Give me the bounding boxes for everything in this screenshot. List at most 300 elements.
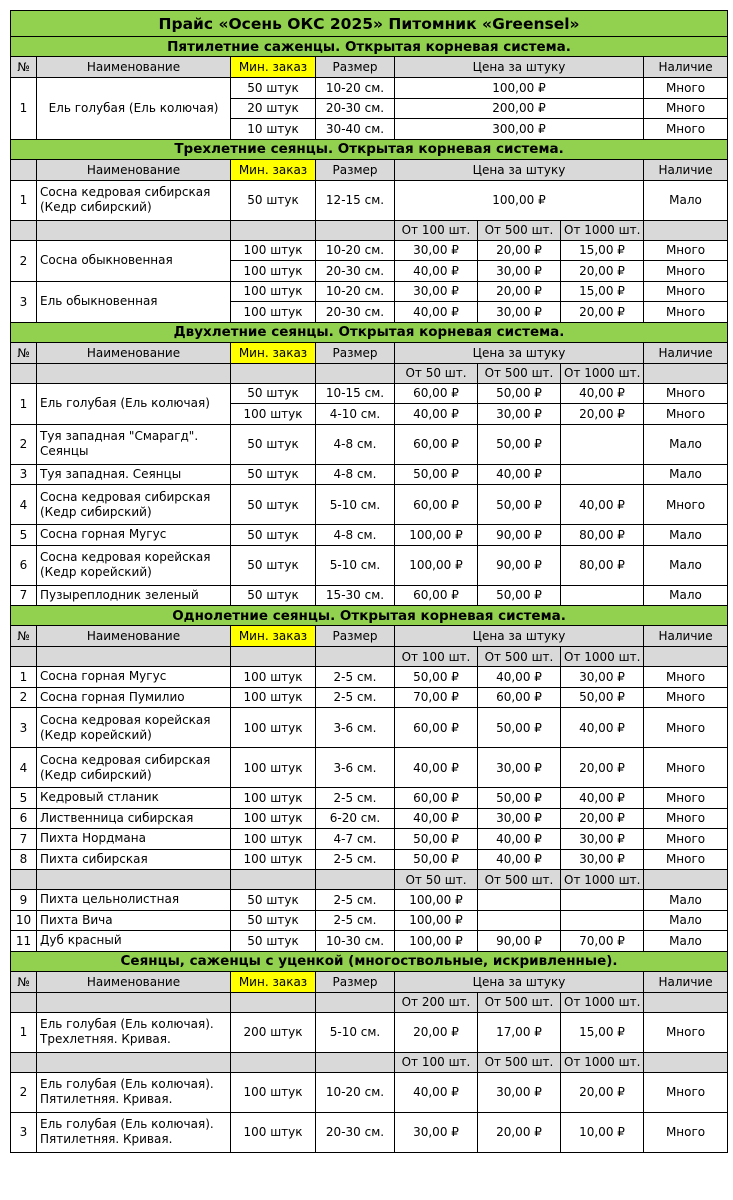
item-name: Пихта Вича: [37, 910, 231, 931]
col-header-num: №: [11, 626, 37, 647]
price: 80,00 ₽: [561, 525, 644, 546]
section-title: Двухлетние сеянцы. Открытая корневая система.: [11, 322, 728, 342]
price-tier: От 500 шт.: [478, 992, 561, 1012]
stock: Много: [644, 687, 728, 708]
item-num: 7: [11, 829, 37, 850]
item-num: 2: [11, 1072, 37, 1112]
col-header-size: Размер: [316, 626, 395, 647]
price: 50,00 ₽: [478, 383, 561, 404]
price: 300,00 ₽: [395, 119, 644, 140]
item-num: 8: [11, 849, 37, 870]
col-header-name: Наименование: [37, 159, 231, 180]
price: 50,00 ₽: [561, 687, 644, 708]
price-tier: От 500 шт.: [478, 647, 561, 667]
price: 100,00 ₽: [395, 931, 478, 952]
price-tier: От 1000 шт.: [561, 363, 644, 383]
size: 2-5 см.: [316, 667, 395, 688]
price: 50,00 ₽: [478, 585, 561, 606]
table-row: [11, 424, 728, 464]
col-header-name: Наименование: [37, 57, 231, 78]
table-row: [11, 180, 728, 220]
price: 60,00 ₽: [395, 485, 478, 525]
price: 30,00 ₽: [395, 1112, 478, 1152]
size: 2-5 см.: [316, 687, 395, 708]
col-header-name: Наименование: [37, 626, 231, 647]
item-name: Сосна кедровая корейская (Кедр корейский): [37, 545, 231, 585]
item-name: Туя западная "Смарагд". Сеянцы: [37, 424, 231, 464]
price: 40,00 ₽: [395, 748, 478, 788]
col-header-size: Размер: [316, 971, 395, 992]
table-row: [11, 485, 728, 525]
item-num: 3: [11, 464, 37, 485]
table-row: [11, 585, 728, 606]
price: 10,00 ₽: [561, 1112, 644, 1152]
stock: Много: [644, 119, 728, 140]
size: 30-40 см.: [316, 119, 395, 140]
item-num: 1: [11, 383, 37, 424]
price-tier: От 50 шт.: [395, 363, 478, 383]
item-name: Сосна кедровая корейская (Кедр корейский): [37, 708, 231, 748]
table-row: [11, 890, 728, 911]
price-tier-row: [11, 1052, 728, 1072]
stock: Много: [644, 667, 728, 688]
item-num: 6: [11, 808, 37, 829]
item-name: Ель голубая (Ель колючая): [37, 78, 231, 140]
price: 30,00 ₽: [395, 281, 478, 302]
item-name: Лиственница сибирская: [37, 808, 231, 829]
price: [561, 585, 644, 606]
min-order: 100 штук: [231, 687, 316, 708]
min-order: 100 штук: [231, 667, 316, 688]
size: 20-30 см.: [316, 98, 395, 119]
min-order: 100 штук: [231, 849, 316, 870]
size: 10-30 см.: [316, 931, 395, 952]
min-order: 100 штук: [231, 404, 316, 425]
stock: Мало: [644, 180, 728, 220]
price-table: [10, 10, 728, 1153]
min-order: 100 штук: [231, 1072, 316, 1112]
stock: Много: [644, 829, 728, 850]
item-name: Сосна кедровая сибирская (Кедр сибирский): [37, 180, 231, 220]
min-order: 50 штук: [231, 78, 316, 99]
size: 2-5 см.: [316, 910, 395, 931]
min-order: 50 штук: [231, 525, 316, 546]
min-order: 100 штук: [231, 808, 316, 829]
item-name: Сосна горная Мугус: [37, 525, 231, 546]
price: 40,00 ₽: [395, 404, 478, 425]
price: 40,00 ₽: [395, 302, 478, 323]
table-row: [11, 383, 728, 404]
table-row: [11, 910, 728, 931]
size: 10-20 см.: [316, 78, 395, 99]
item-num: 2: [11, 240, 37, 281]
price: 20,00 ₽: [561, 261, 644, 282]
price: 15,00 ₽: [561, 281, 644, 302]
min-order: 100 штук: [231, 748, 316, 788]
price: 20,00 ₽: [561, 302, 644, 323]
stock: Много: [644, 485, 728, 525]
price: 30,00 ₽: [561, 829, 644, 850]
table-row: [11, 1112, 728, 1152]
col-header-name: Наименование: [37, 342, 231, 363]
item-name: Сосна обыкновенная: [37, 240, 231, 281]
col-header-min-order: Мин. заказ: [231, 626, 316, 647]
min-order: 50 штук: [231, 485, 316, 525]
price: [478, 910, 561, 931]
item-name: Ель обыкновенная: [37, 281, 231, 322]
price: 50,00 ₽: [395, 849, 478, 870]
price: 50,00 ₽: [478, 708, 561, 748]
col-header-min-order: Мин. заказ: [231, 342, 316, 363]
item-name: Сосна горная Мугус: [37, 667, 231, 688]
price-tier: От 500 шт.: [478, 870, 561, 890]
col-header-name: Наименование: [37, 971, 231, 992]
min-order: 100 штук: [231, 261, 316, 282]
min-order: 50 штук: [231, 890, 316, 911]
size: 10-15 см.: [316, 383, 395, 404]
price-tier-row: [11, 220, 728, 240]
size: 20-30 см.: [316, 1112, 395, 1152]
size: 4-7 см.: [316, 829, 395, 850]
price: 40,00 ₽: [561, 485, 644, 525]
size: 2-5 см.: [316, 788, 395, 809]
section-title: Трехлетние сеянцы. Открытая корневая система.: [11, 139, 728, 159]
size: 5-10 см.: [316, 545, 395, 585]
size: 6-20 см.: [316, 808, 395, 829]
price: 100,00 ₽: [395, 78, 644, 99]
table-row: [11, 525, 728, 546]
min-order: 50 штук: [231, 585, 316, 606]
item-num: 4: [11, 485, 37, 525]
table-row: [11, 281, 728, 302]
price-tier: От 100 шт.: [395, 1052, 478, 1072]
size: 20-30 см.: [316, 261, 395, 282]
price: 60,00 ₽: [395, 424, 478, 464]
price: 40,00 ₽: [395, 808, 478, 829]
price: 15,00 ₽: [561, 240, 644, 261]
item-num: 4: [11, 748, 37, 788]
stock: Много: [644, 281, 728, 302]
col-header-price: Цена за штуку: [395, 57, 644, 78]
price-tier: От 50 шт.: [395, 870, 478, 890]
price-tier: От 500 шт.: [478, 220, 561, 240]
table-row: [11, 78, 728, 99]
min-order: 50 штук: [231, 931, 316, 952]
price: [561, 464, 644, 485]
price: 20,00 ₽: [561, 748, 644, 788]
page-title: Прайс «Осень ОКС 2025» Питомник «Greensel»: [11, 11, 728, 37]
price: 17,00 ₽: [478, 1012, 561, 1052]
stock: Много: [644, 708, 728, 748]
item-num: 1: [11, 78, 37, 140]
price: 20,00 ₽: [561, 808, 644, 829]
price-tier: От 100 шт.: [395, 647, 478, 667]
price: 40,00 ₽: [395, 1072, 478, 1112]
min-order: 100 штук: [231, 788, 316, 809]
price-tier-row: [11, 363, 728, 383]
size: 12-15 см.: [316, 180, 395, 220]
col-header-num: №: [11, 971, 37, 992]
price: 60,00 ₽: [478, 687, 561, 708]
stock: Мало: [644, 545, 728, 585]
item-num: 9: [11, 890, 37, 911]
col-header-min-order: Мин. заказ: [231, 159, 316, 180]
item-name: Сосна горная Пумилио: [37, 687, 231, 708]
min-order: 10 штук: [231, 119, 316, 140]
price: 100,00 ₽: [395, 180, 644, 220]
item-name: Ель голубая (Ель колючая): [37, 383, 231, 424]
item-num: 1: [11, 1012, 37, 1052]
price: 40,00 ₽: [395, 261, 478, 282]
price: 40,00 ₽: [561, 788, 644, 809]
price: 200,00 ₽: [395, 98, 644, 119]
min-order: 50 штук: [231, 545, 316, 585]
price: 100,00 ₽: [395, 525, 478, 546]
size: 4-8 см.: [316, 424, 395, 464]
size: 20-30 см.: [316, 302, 395, 323]
price: [561, 890, 644, 911]
item-num: 1: [11, 667, 37, 688]
price: 90,00 ₽: [478, 525, 561, 546]
min-order: 100 штук: [231, 302, 316, 323]
table-row: [11, 808, 728, 829]
stock: Мало: [644, 525, 728, 546]
stock: Много: [644, 383, 728, 404]
price: 30,00 ₽: [478, 748, 561, 788]
item-name: Ель голубая (Ель колючая). Пятилетняя. Кривая.: [37, 1112, 231, 1152]
price-tier: От 1000 шт.: [561, 992, 644, 1012]
item-num: 2: [11, 687, 37, 708]
table-row: [11, 1072, 728, 1112]
item-name: Пихта цельнолистная: [37, 890, 231, 911]
item-num: 3: [11, 281, 37, 322]
price-tier-row: [11, 870, 728, 890]
price: 30,00 ₽: [561, 667, 644, 688]
col-header-price: Цена за штуку: [395, 159, 644, 180]
size: 2-5 см.: [316, 849, 395, 870]
price: 30,00 ₽: [478, 1072, 561, 1112]
item-name: Ель голубая (Ель колючая). Трехлетняя. Кривая.: [37, 1012, 231, 1052]
item-name: Сосна кедровая сибирская (Кедр сибирский): [37, 748, 231, 788]
item-num: 1: [11, 180, 37, 220]
col-header-num: №: [11, 342, 37, 363]
price: 90,00 ₽: [478, 545, 561, 585]
price: [478, 890, 561, 911]
stock: Много: [644, 302, 728, 323]
min-order: 100 штук: [231, 281, 316, 302]
price: 30,00 ₽: [478, 302, 561, 323]
item-name: Кедровый стланик: [37, 788, 231, 809]
price: [561, 910, 644, 931]
size: 2-5 см.: [316, 890, 395, 911]
min-order: 50 штук: [231, 910, 316, 931]
price-tier: От 500 шт.: [478, 1052, 561, 1072]
stock: Мало: [644, 931, 728, 952]
stock: Мало: [644, 585, 728, 606]
stock: Много: [644, 240, 728, 261]
price: 40,00 ₽: [478, 667, 561, 688]
price: 30,00 ₽: [561, 849, 644, 870]
price-tier: От 1000 шт.: [561, 1052, 644, 1072]
price: 40,00 ₽: [478, 464, 561, 485]
price: 50,00 ₽: [478, 788, 561, 809]
min-order: 100 штук: [231, 829, 316, 850]
price: 50,00 ₽: [395, 829, 478, 850]
price: 100,00 ₽: [395, 545, 478, 585]
size: 15-30 см.: [316, 585, 395, 606]
col-header-min-order: Мин. заказ: [231, 971, 316, 992]
price-tier-row: [11, 992, 728, 1012]
table-row: [11, 687, 728, 708]
item-name: Дуб красный: [37, 931, 231, 952]
price: 40,00 ₽: [561, 708, 644, 748]
col-header-num: [11, 159, 37, 180]
size: 3-6 см.: [316, 748, 395, 788]
stock: Много: [644, 849, 728, 870]
price: 20,00 ₽: [395, 1012, 478, 1052]
col-header-stock: Наличие: [644, 159, 728, 180]
price: 70,00 ₽: [395, 687, 478, 708]
min-order: 100 штук: [231, 1112, 316, 1152]
min-order: 50 штук: [231, 383, 316, 404]
min-order: 50 штук: [231, 180, 316, 220]
price: 40,00 ₽: [478, 829, 561, 850]
item-name: Ель голубая (Ель колючая). Пятилетняя. Кривая.: [37, 1072, 231, 1112]
section-title: Пятилетние саженцы. Открытая корневая система.: [11, 37, 728, 57]
min-order: 20 штук: [231, 98, 316, 119]
stock: Много: [644, 748, 728, 788]
item-num: 6: [11, 545, 37, 585]
item-name: Пихта сибирская: [37, 849, 231, 870]
stock: Много: [644, 1112, 728, 1152]
table-row: [11, 748, 728, 788]
table-row: [11, 931, 728, 952]
item-name: Туя западная. Сеянцы: [37, 464, 231, 485]
item-name: Пихта Нордмана: [37, 829, 231, 850]
price: 100,00 ₽: [395, 910, 478, 931]
price: 60,00 ₽: [395, 383, 478, 404]
price: 40,00 ₽: [478, 849, 561, 870]
price: 70,00 ₽: [561, 931, 644, 952]
price: 20,00 ₽: [478, 240, 561, 261]
col-header-price: Цена за штуку: [395, 626, 644, 647]
size: 5-10 см.: [316, 485, 395, 525]
col-header-price: Цена за штуку: [395, 971, 644, 992]
price-tier: От 1000 шт.: [561, 647, 644, 667]
price: [561, 424, 644, 464]
price: 50,00 ₽: [478, 485, 561, 525]
item-num: 10: [11, 910, 37, 931]
col-header-price: Цена за штуку: [395, 342, 644, 363]
price: 20,00 ₽: [561, 1072, 644, 1112]
price: 60,00 ₽: [395, 788, 478, 809]
size: 4-8 см.: [316, 464, 395, 485]
price-tier: От 1000 шт.: [561, 220, 644, 240]
table-row: [11, 667, 728, 688]
stock: Мало: [644, 424, 728, 464]
size: 3-6 см.: [316, 708, 395, 748]
item-num: 3: [11, 1112, 37, 1152]
stock: Много: [644, 78, 728, 99]
col-header-stock: Наличие: [644, 971, 728, 992]
table-row: [11, 849, 728, 870]
item-num: 5: [11, 525, 37, 546]
stock: Много: [644, 788, 728, 809]
price: 20,00 ₽: [478, 1112, 561, 1152]
col-header-size: Размер: [316, 342, 395, 363]
stock: Много: [644, 808, 728, 829]
stock: Мало: [644, 464, 728, 485]
price-list-sheet: [10, 10, 727, 1153]
table-row: [11, 829, 728, 850]
size: 5-10 см.: [316, 1012, 395, 1052]
item-name: Пузыреплодник зеленый: [37, 585, 231, 606]
col-header-stock: Наличие: [644, 342, 728, 363]
col-header-size: Размер: [316, 159, 395, 180]
col-header-stock: Наличие: [644, 626, 728, 647]
section-title: Однолетние сеянцы. Открытая корневая система.: [11, 606, 728, 626]
size: 10-20 см.: [316, 1072, 395, 1112]
price-tier: От 500 шт.: [478, 363, 561, 383]
price: 20,00 ₽: [561, 404, 644, 425]
price-tier: От 100 шт.: [395, 220, 478, 240]
table-row: [11, 708, 728, 748]
col-header-min-order: Мин. заказ: [231, 57, 316, 78]
min-order: 50 штук: [231, 464, 316, 485]
stock: Мало: [644, 890, 728, 911]
col-header-num: №: [11, 57, 37, 78]
stock: Много: [644, 404, 728, 425]
size: 4-8 см.: [316, 525, 395, 546]
price: 50,00 ₽: [478, 424, 561, 464]
min-order: 50 штук: [231, 424, 316, 464]
size: 4-10 см.: [316, 404, 395, 425]
stock: Много: [644, 1012, 728, 1052]
item-num: 5: [11, 788, 37, 809]
size: 10-20 см.: [316, 240, 395, 261]
table-row: [11, 1012, 728, 1052]
size: 10-20 см.: [316, 281, 395, 302]
price: 30,00 ₽: [478, 404, 561, 425]
stock: Мало: [644, 910, 728, 931]
price: 40,00 ₽: [561, 383, 644, 404]
stock: Много: [644, 1072, 728, 1112]
section-title: Сеянцы, саженцы с уценкой (многоствольные, искривленные).: [11, 951, 728, 971]
price: 30,00 ₽: [395, 240, 478, 261]
table-row: [11, 240, 728, 261]
item-name: Сосна кедровая сибирская (Кедр сибирский): [37, 485, 231, 525]
price: 50,00 ₽: [395, 464, 478, 485]
price: 15,00 ₽: [561, 1012, 644, 1052]
price: 30,00 ₽: [478, 808, 561, 829]
min-order: 200 штук: [231, 1012, 316, 1052]
price: 80,00 ₽: [561, 545, 644, 585]
price: 100,00 ₽: [395, 890, 478, 911]
price-tier: От 200 шт.: [395, 992, 478, 1012]
item-num: 2: [11, 424, 37, 464]
table-row: [11, 545, 728, 585]
price: 60,00 ₽: [395, 708, 478, 748]
stock: Много: [644, 261, 728, 282]
price: 60,00 ₽: [395, 585, 478, 606]
table-row: [11, 464, 728, 485]
price: 30,00 ₽: [478, 261, 561, 282]
min-order: 100 штук: [231, 240, 316, 261]
price: 50,00 ₽: [395, 667, 478, 688]
stock: Много: [644, 98, 728, 119]
min-order: 100 штук: [231, 708, 316, 748]
col-header-size: Размер: [316, 57, 395, 78]
